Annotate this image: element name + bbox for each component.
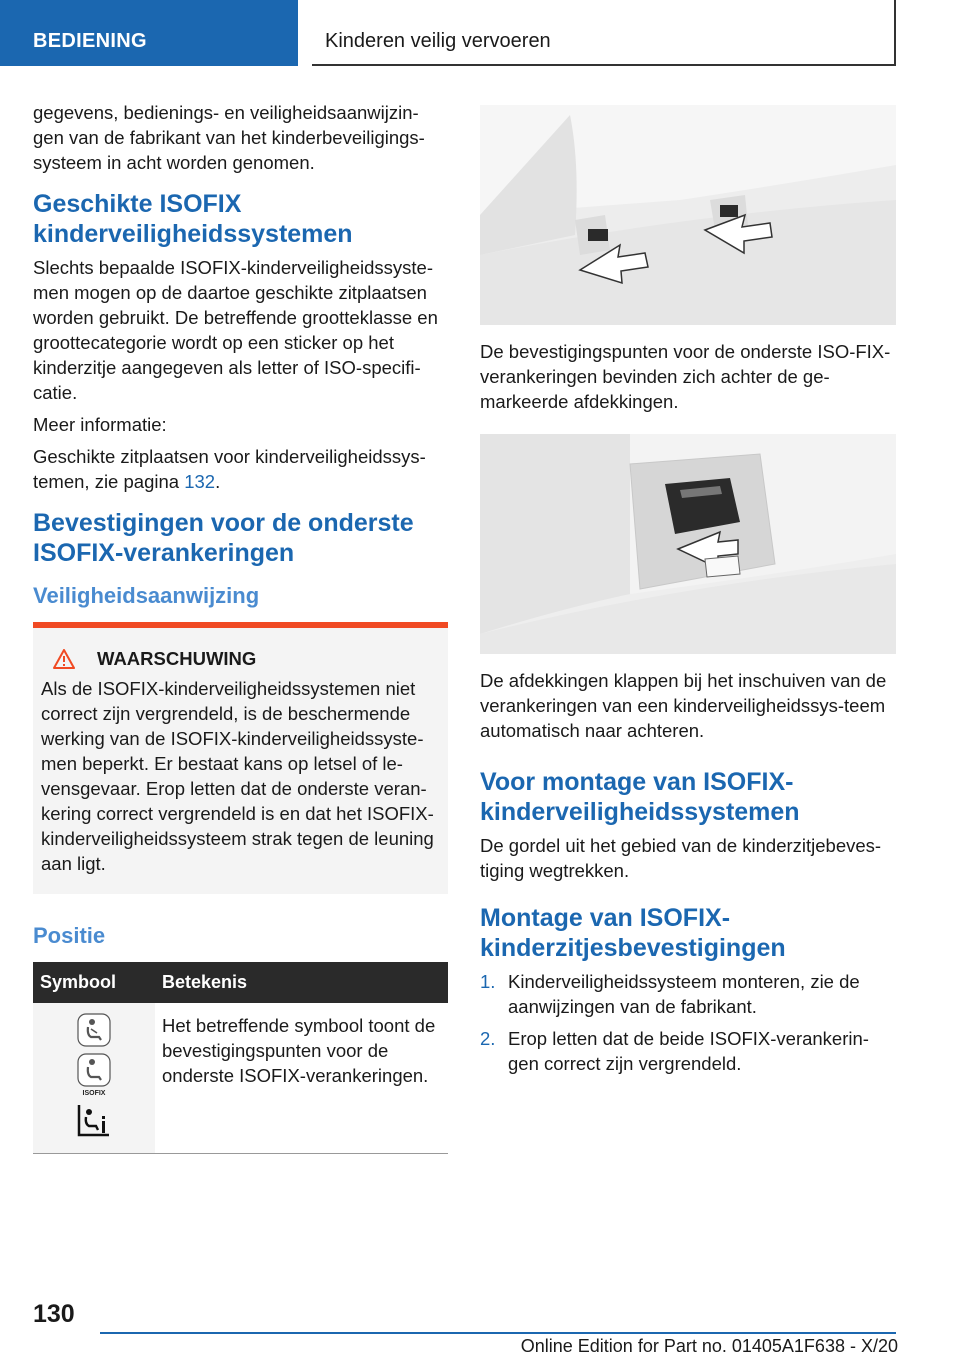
step-number: 1. — [480, 971, 496, 992]
warning-title-label: WAARSCHUWING — [97, 648, 257, 669]
header-section-tab — [0, 0, 298, 66]
table-header-symbol: Symbool — [33, 962, 155, 1003]
meaning-cell: Het betreffende symbool toont de bevestigingspunten voor de onderste ISOFIX-verankeringen. — [162, 1015, 436, 1086]
more-info-label: Meer informatie: — [33, 414, 167, 435]
suitable-paragraph: Slechts bepaalde ISOFIX-kinderveiligheidssyste-men mogen op de daartoe geschikte zitplaatsen worden gebruikt. De betreffende grootteklasse en groottecategorie wordt op een sticker op het kinderzitje aangegeven als letter of ISO-specifi-catie. — [33, 257, 438, 403]
footer-edition: Online Edition for Part no. 01405A1F638 - X/20 — [520, 1336, 898, 1356]
header-chapter-box — [312, 0, 896, 66]
cover-photo-illustration — [480, 434, 896, 654]
before-mounting-paragraph: De gordel uit het gebied van de kinderzitjebeves-tiging wegtrekken. — [480, 835, 882, 881]
mounting-steps-list — [480, 969, 896, 1076]
header-chapter-label: Kinderen veilig vervoeren — [325, 30, 551, 52]
caption-mount-points: De bevestigingspunten voor de onderste ISO-FIX-verankeringen bevinden zich achter de ge-markeerde afdekkingen. — [480, 341, 891, 412]
warning-box — [33, 622, 448, 894]
heading-suitable-isofix: Geschikte ISOFIX kinderveiligheidssystemen — [33, 190, 353, 248]
heading-lower-mounts: Bevestigingen voor de onderste ISOFIX-verankeringen — [33, 509, 414, 567]
reference-paragraph — [33, 444, 448, 494]
warning-triangle-icon — [53, 649, 75, 669]
reference-end: . — [215, 471, 221, 492]
seat-photo-illustration — [480, 105, 896, 325]
warning-text: Als de ISOFIX-kinderveiligheidssystemen niet correct zijn vergrendeld, is de beschermende werking van de ISOFIX-kinderveiligheidssyste-men beperkt. Er bestaat kans op letsel of le-vensgevaar. Erop letten dat de onderste veran-kering correct vergrendeld is en dat het ISOFIX-kinderveiligheidssysteem strak tegen de leuning aan ligt. — [41, 678, 434, 874]
step-number: 2. — [480, 1028, 496, 1049]
heading-before-mounting: Voor montage van ISOFIX-kinderveiligheidssystemen — [480, 768, 800, 826]
table-header-meaning: Betekenis — [155, 962, 448, 1003]
isofix-label-icon — [77, 1053, 111, 1097]
isofix-cover-image — [480, 434, 896, 654]
intro-paragraph: gegevens, bedienings- en veiligheidsaanwijzin-gen van de fabrikant van het kinderbeveiligings-systeem in acht worden genomen. — [33, 102, 425, 173]
left-column — [33, 100, 448, 1154]
heading-position: Positie — [33, 923, 106, 948]
isofix-icon-label: ISOFIX — [82, 1090, 106, 1097]
reference-text: Geschikte zitplaatsen voor kinderveiligheidssys-temen, zie pagina — [33, 446, 426, 492]
heading-safety-note: Veiligheidsaanwijzing — [33, 583, 260, 608]
warning-title — [41, 648, 436, 670]
header-section-label: BEDIENING — [33, 30, 147, 52]
isofix-seat-icon — [77, 1013, 111, 1047]
heading-mounting: Montage van ISOFIX-kinderzitjesbevestigingen — [480, 904, 786, 962]
step-text: Erop letten dat de beide ISOFIX-verankerin-gen correct zijn vergrendeld. — [508, 1028, 869, 1074]
footer-divider — [100, 1332, 896, 1334]
page-number: 130 — [33, 1300, 75, 1328]
table-row — [33, 1003, 448, 1154]
list-item — [480, 1026, 896, 1076]
symbol-table — [33, 962, 448, 1154]
right-column — [480, 100, 896, 1083]
caption-covers: De afdekkingen klappen bij het inschuiven van de verankeringen van een kinderveiligheidssys-teem automatisch naar achteren. — [480, 670, 887, 741]
table-header-row — [33, 962, 448, 1003]
isofix-info-icon — [77, 1103, 111, 1137]
list-item — [480, 969, 896, 1019]
page-reference-link[interactable]: 132 — [184, 471, 216, 492]
step-text: Kinderveiligheidssysteem monteren, zie de aanwijzingen van de fabrikant. — [508, 971, 860, 1017]
isofix-mounts-image — [480, 105, 896, 325]
symbol-cell — [33, 1003, 155, 1154]
